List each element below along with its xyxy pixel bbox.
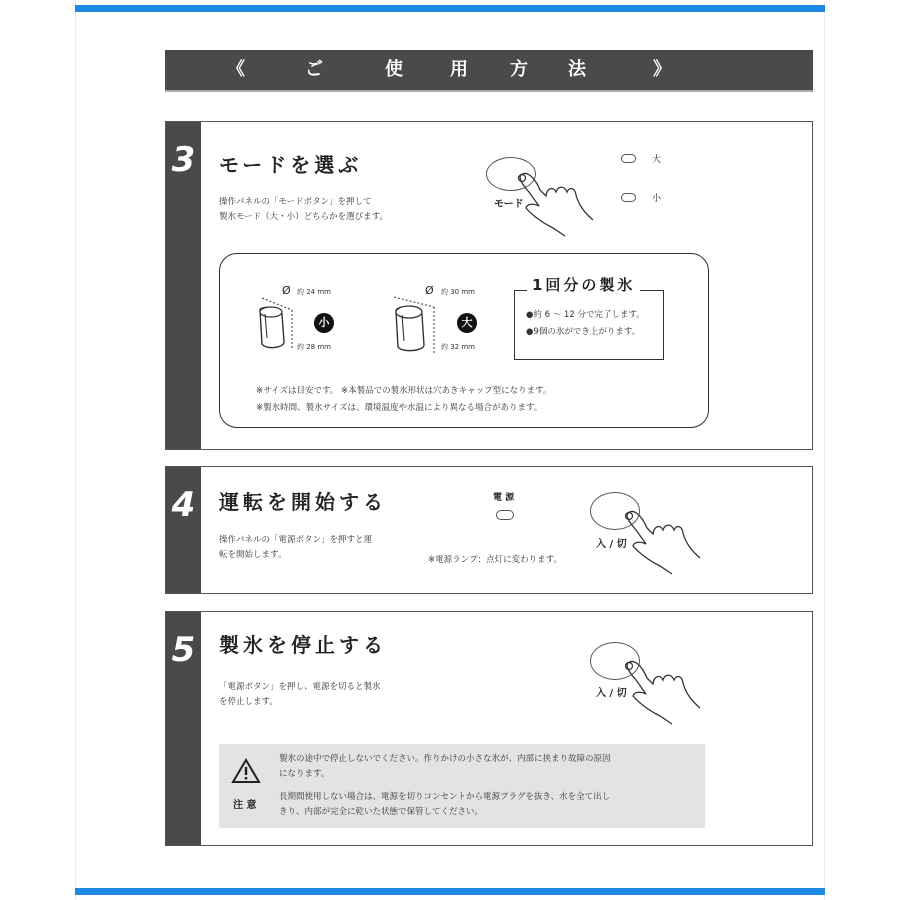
header-char-3: 用 — [450, 59, 468, 80]
small-diameter-value: 約 24 mm — [297, 288, 331, 296]
caution-text-1: 製氷の途中で停止しないでください。作りかけの小さな氷が、内部に挟まり故障の原因 になります。 — [279, 754, 611, 779]
header-close-bracket: 》 — [653, 59, 671, 80]
mode-small-lamp — [621, 193, 636, 202]
hand-press-icon — [513, 168, 608, 243]
bottom-accent-bar — [75, 888, 825, 895]
power-lamp — [496, 510, 514, 520]
usage-header — [165, 50, 813, 92]
power-lamp-note: ※電源ランプ：点灯に変わります。 — [428, 555, 562, 565]
per-batch-item: ●約 6 ～ 12 分で完了します。 — [526, 310, 645, 320]
top-accent-bar — [75, 5, 825, 12]
time-note: ※製氷時間、製氷サイズは、環境温度や水温により異なる場合があります。 — [256, 403, 543, 413]
hand-press-icon — [620, 656, 715, 731]
large-diameter-icon: Ø — [425, 284, 434, 297]
power-stop-label: 入 / 切 — [596, 688, 627, 699]
hand-press-icon — [620, 506, 715, 581]
per-batch-title: 1回分の製氷 — [527, 274, 640, 295]
step4-number: 4 — [171, 485, 196, 525]
small-ice-cube-icon — [252, 294, 302, 356]
large-ice-badge: 大 — [457, 313, 477, 333]
small-height-value: 約 28 mm — [297, 343, 331, 351]
large-ice-cube-icon — [388, 293, 443, 359]
header-open-bracket: 《 — [227, 59, 245, 80]
step5-description: 「電源ボタン」を押し、電源を切ると製氷 を停止します。 — [219, 682, 381, 707]
small-diameter-icon: Ø — [282, 284, 291, 297]
large-diameter-value: 約 30 mm — [441, 288, 475, 296]
step4-title: 運転を開始する — [219, 490, 387, 514]
warning-icon — [231, 758, 261, 784]
caution-label: 注 意 — [233, 800, 257, 811]
per-batch-item: ●9個の氷ができ上がります。 — [526, 327, 641, 337]
mode-large-lamp — [621, 154, 636, 163]
caution-text-2: 長期間使用しない場合は、電源を切りコンセントから電源プラグを抜き、水を全て出し きり、内部が完全に乾いた状態で保管してください。 — [279, 792, 611, 817]
power-button-label: 入 / 切 — [596, 539, 627, 550]
mode-small-label: 小 — [652, 194, 662, 204]
header-char-2: 使 — [385, 59, 403, 80]
size-note: ※サイズは目安です。 ※本製品での製氷形状は穴あきキャップ型になります。 — [256, 386, 552, 396]
step5-title: 製氷を停止する — [219, 633, 387, 657]
power-lamp-label: 電 源 — [493, 493, 515, 503]
caution-box — [219, 744, 705, 828]
header-char-5: 法 — [568, 59, 586, 80]
step3-number: 3 — [171, 140, 196, 180]
step3-description: 操作パネルの「モードボタン」を押して 製氷モード（大・小）どちらかを選びます。 — [219, 197, 388, 222]
large-height-value: 約 32 mm — [441, 343, 475, 351]
step5-number: 5 — [171, 630, 196, 670]
header-char-4: 方 — [510, 59, 528, 80]
header-char-1: ご — [305, 59, 323, 80]
step3-title: モードを選ぶ — [219, 153, 363, 177]
mode-large-label: 大 — [652, 155, 662, 165]
step4-description: 操作パネルの「電源ボタン」を押すと運 転を開始します。 — [219, 535, 373, 560]
mode-button-label: モード — [494, 199, 524, 210]
small-ice-badge: 小 — [314, 313, 334, 333]
